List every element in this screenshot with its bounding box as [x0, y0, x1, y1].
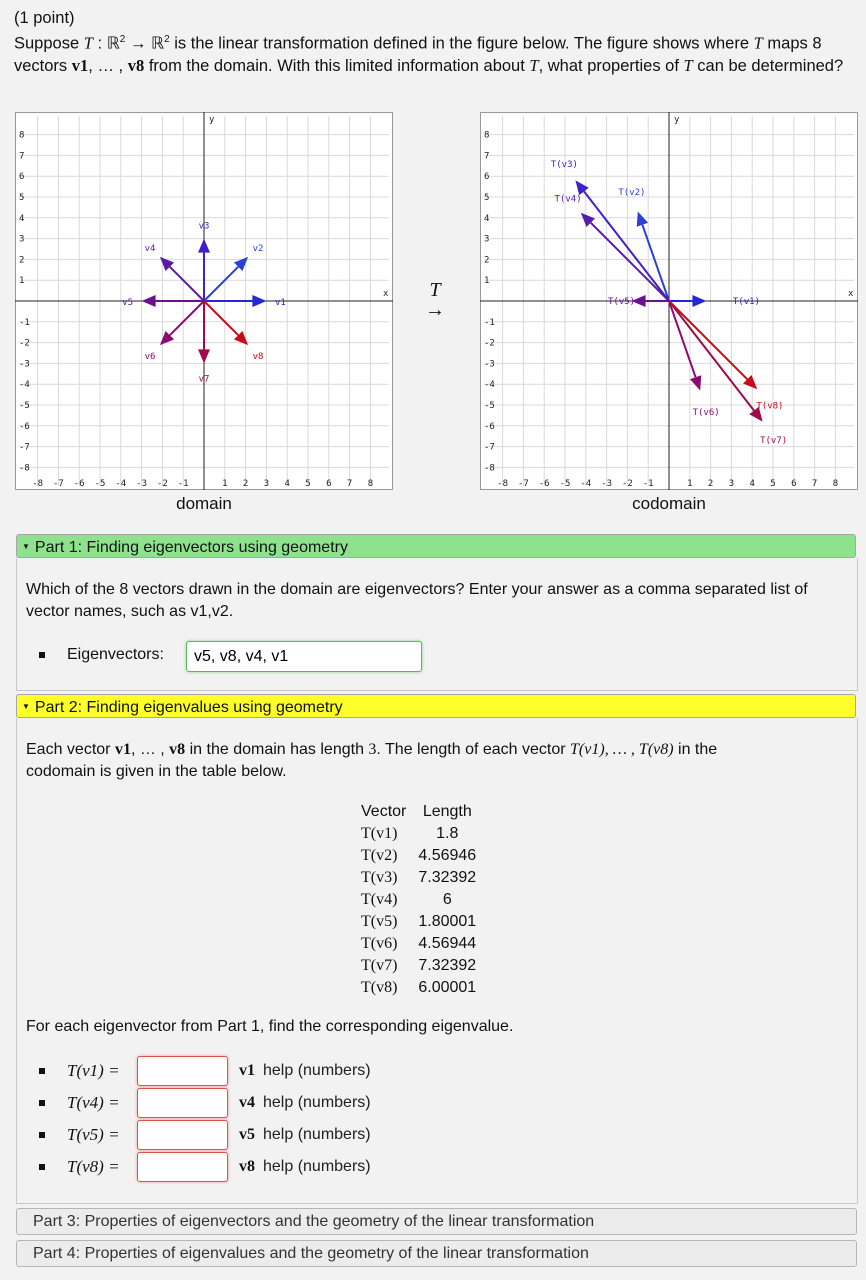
help-link[interactable]: help (numbers): [263, 1062, 371, 1079]
bullet: [39, 1164, 45, 1170]
y-tick-label: -4: [19, 380, 30, 391]
table-cell-length: 1.80001: [418, 913, 477, 930]
question-part: from the domain. With this limited information about: [148, 56, 525, 75]
vector-label: v2: [252, 244, 264, 255]
part2-header[interactable]: [16, 694, 856, 718]
x-tick-label: 5: [305, 479, 311, 489]
math-v1: v1: [114, 741, 131, 758]
question-part: can be determined?: [697, 56, 844, 75]
table-cell-length: 6.00001: [418, 979, 477, 996]
help-vector: v5: [239, 1126, 255, 1143]
x-axis-label: x: [383, 289, 389, 299]
y-tick-label: -7: [484, 442, 495, 453]
table-cell-length: 4.56944: [418, 935, 477, 952]
x-axis-label: x: [848, 289, 854, 299]
part1-title: Part 1: Finding eigenvectors using geometry: [34, 539, 348, 556]
caret-down-icon: ▼: [22, 702, 30, 711]
y-tick-label: -5: [484, 401, 495, 411]
x-tick-label: 7: [811, 479, 818, 489]
question-part: :: [97, 34, 103, 53]
eigenvalue-label: T(v8) =: [67, 1157, 120, 1176]
part1-question: Which of the 8 vectors drawn in the domain are eigenvectors? Enter your answer as a comma separated list of vector names, such as v1,v2.: [26, 581, 808, 620]
domain-caption: domain: [176, 494, 232, 513]
intro-text: Each vector: [26, 741, 111, 758]
x-tick-label: -2: [621, 479, 633, 489]
x-tick-label: 1: [687, 479, 693, 489]
x-tick-label: 6: [326, 479, 332, 489]
y-tick-label: 6: [484, 172, 490, 183]
intro-text: in the domain has length: [189, 741, 364, 758]
eigenvalue-label: T(v5) =: [67, 1125, 120, 1144]
problem-statement: [14, 8, 854, 77]
x-tick-label: 2: [242, 479, 249, 489]
table-cell-vector: T(v3): [361, 869, 398, 886]
table-row: [355, 977, 482, 999]
math-T: T: [753, 33, 763, 53]
x-tick-label: -5: [94, 479, 106, 489]
x-tick-label: 1: [222, 479, 228, 489]
part2-intro: [26, 739, 846, 783]
question-text: [14, 29, 854, 77]
math-R: ℝ: [151, 34, 165, 53]
table-cell-vector: T(v6): [361, 935, 398, 952]
table-cell-length: 1.8: [436, 825, 459, 842]
codomain-graph: [480, 112, 858, 490]
table-cell-vector: T(v4): [361, 891, 398, 908]
eigenvalue-label: T(v4) =: [67, 1093, 120, 1112]
help-vector: v8: [239, 1158, 255, 1175]
question-part: , what properties of: [538, 56, 679, 75]
x-tick-label: 3: [263, 479, 270, 489]
y-tick-label: 6: [19, 172, 25, 183]
table-cell-length: 4.56946: [418, 847, 477, 864]
x-tick-label: 5: [770, 479, 776, 489]
eigenvectors-label: Eigenvectors:: [67, 646, 164, 663]
part1-header[interactable]: [16, 534, 856, 558]
y-tick-label: 7: [19, 151, 25, 162]
intro-text: . The length of each vector: [376, 741, 566, 758]
caret-down-icon: ▼: [22, 542, 30, 551]
eigenvectors-input[interactable]: [186, 641, 422, 672]
math-dots: , … ,: [130, 741, 165, 758]
vector-label: T(v7): [760, 436, 788, 447]
x-tick-label: 8: [367, 479, 374, 489]
bullet: [39, 1100, 45, 1106]
x-tick-label: 4: [749, 479, 755, 489]
vector-label: v6: [144, 351, 156, 362]
y-tick-label: -2: [484, 338, 495, 349]
y-tick-label: -1: [484, 317, 495, 328]
eigenvalue-label: T(v1) =: [67, 1061, 120, 1080]
bullet: [39, 652, 45, 658]
y-tick-label: 7: [484, 151, 490, 162]
vector-label: v3: [198, 221, 210, 232]
y-tick-label: 5: [484, 193, 490, 203]
y-tick-label: -3: [484, 359, 495, 370]
math-R: ℝ: [106, 34, 120, 53]
x-tick-label: -6: [73, 479, 85, 489]
y-tick-label: 8: [484, 130, 490, 141]
y-axis-label: y: [209, 115, 215, 125]
table-cell-vector: T(v7): [361, 957, 398, 974]
math-T-range: T(v1), … , T(v8): [570, 741, 674, 758]
part2-title: Part 2: Finding eigenvalues using geometry: [34, 699, 343, 716]
x-tick-label: 6: [791, 479, 797, 489]
table-row: [355, 911, 482, 933]
x-tick-label: -2: [156, 479, 168, 489]
help-link[interactable]: help (numbers): [263, 1094, 371, 1111]
vector-label: v4: [144, 244, 156, 255]
table-cell-vector: T(v8): [361, 979, 398, 996]
y-tick-label: -8: [19, 463, 30, 474]
eigenvalue-input[interactable]: [137, 1056, 228, 1086]
y-tick-label: 4: [484, 213, 490, 224]
x-tick-label: -7: [52, 479, 64, 489]
bullet: [39, 1132, 45, 1138]
y-tick-label: -4: [484, 380, 495, 391]
y-tick-label: 2: [484, 255, 490, 266]
x-tick-label: 7: [346, 479, 353, 489]
x-tick-label: -7: [517, 479, 529, 489]
math-length: 3: [368, 741, 377, 758]
table-header-row: [355, 801, 482, 823]
table-row: [355, 955, 482, 977]
table-cell-length: 7.32392: [418, 957, 477, 974]
y-tick-label: 1: [484, 276, 490, 287]
table-header: Length: [422, 803, 472, 820]
math-arrow: →: [129, 34, 147, 53]
y-tick-label: -5: [19, 401, 30, 411]
x-tick-label: -3: [601, 479, 613, 489]
length-table: [355, 801, 482, 999]
y-tick-label: 3: [19, 234, 25, 245]
help-vector: v4: [239, 1094, 255, 1111]
x-tick-label: 4: [284, 479, 290, 489]
x-tick-label: -8: [497, 479, 509, 489]
x-tick-label: -4: [115, 479, 127, 489]
y-tick-label: -6: [484, 421, 495, 432]
table-cell-vector: T(v1): [361, 825, 398, 842]
math-v8: v8: [127, 55, 145, 75]
table-row: [355, 823, 482, 845]
part1-body: [16, 558, 858, 691]
vector-label: T(v6): [692, 408, 720, 419]
table-cell-length: 7.32392: [418, 869, 477, 886]
codomain-caption: codomain: [632, 494, 706, 513]
table-header: Vector: [361, 803, 407, 820]
vector-label: v8: [252, 351, 264, 362]
y-axis-label: y: [674, 115, 680, 125]
math-v8: v8: [169, 741, 186, 758]
help-link[interactable]: help (numbers): [263, 1158, 371, 1175]
x-tick-label: 2: [707, 479, 714, 489]
intro-text: codomain is given in the table below.: [26, 763, 287, 780]
x-tick-label: -5: [559, 479, 571, 489]
x-tick-label: 8: [832, 479, 839, 489]
y-tick-label: -7: [19, 442, 30, 453]
part4-header[interactable]: Part 4: Properties of eigenvalues and the geometry of the linear transformation: [16, 1240, 857, 1267]
math-v1: v1: [71, 55, 89, 75]
transformation-arrow: [423, 280, 447, 320]
x-tick-label: -1: [177, 479, 189, 489]
intro-text: in the: [678, 741, 718, 758]
math-sup: 2: [164, 34, 170, 45]
transformation-symbol: T: [429, 279, 441, 301]
bullet: [39, 1068, 45, 1074]
part2-instruction: For each eigenvector from Part 1, find the corresponding eigenvalue.: [26, 1018, 514, 1035]
math-sup: 2: [119, 34, 126, 45]
math-dots: , … ,: [88, 56, 124, 75]
question-part: is the linear transformation defined in the figure below. The figure shows where: [174, 34, 750, 53]
eigenvalue-input[interactable]: [137, 1152, 228, 1182]
vector-label: T(v8): [756, 401, 784, 412]
vector-label: T(v3): [550, 159, 578, 170]
y-tick-label: -1: [19, 317, 30, 328]
points-label: (1 point): [14, 9, 75, 27]
help-link[interactable]: help (numbers): [263, 1126, 371, 1143]
eigenvalue-input[interactable]: [137, 1120, 228, 1150]
question-part: maps 8 vectors: [14, 34, 822, 75]
y-tick-label: 8: [19, 130, 25, 141]
question-part: Suppose: [14, 34, 80, 53]
y-tick-label: 4: [19, 213, 25, 224]
x-tick-label: -6: [538, 479, 550, 489]
y-tick-label: -3: [19, 359, 30, 370]
table-row: [355, 867, 482, 889]
x-tick-label: 3: [728, 479, 735, 489]
x-tick-label: -3: [136, 479, 148, 489]
x-tick-label: -4: [580, 479, 592, 489]
vector-label: T(v4): [554, 194, 582, 205]
y-tick-label: 5: [19, 193, 25, 203]
vector-label: v1: [274, 298, 286, 308]
vector-label: T(v1): [732, 297, 760, 307]
part3-header[interactable]: Part 3: Properties of eigenvectors and the geometry of the linear transformation: [16, 1208, 857, 1235]
domain-graph: [15, 112, 393, 490]
x-tick-label: -1: [642, 479, 654, 489]
table-cell-vector: T(v2): [361, 847, 398, 864]
table-row: [355, 845, 482, 867]
eigenvalue-input[interactable]: [137, 1088, 228, 1118]
y-tick-label: 3: [484, 234, 490, 245]
table-cell-vector: T(v5): [361, 913, 398, 930]
arrow-glyph: →: [425, 299, 445, 321]
math-T: T: [83, 33, 93, 53]
y-tick-label: 2: [19, 255, 25, 266]
table-row: [355, 933, 482, 955]
y-tick-label: -2: [19, 338, 30, 349]
vector-label: v5: [122, 298, 134, 308]
y-tick-label: -6: [19, 421, 30, 432]
table-cell-length: 6: [442, 891, 452, 908]
math-T: T: [683, 55, 693, 75]
help-vector: v1: [239, 1062, 255, 1079]
y-tick-label: -8: [484, 463, 495, 474]
vector-label: T(v5): [608, 297, 636, 307]
y-tick-label: 1: [19, 276, 25, 287]
x-tick-label: -8: [32, 479, 44, 489]
table-row: [355, 889, 482, 911]
math-T: T: [529, 55, 539, 75]
vector-label: v7: [198, 374, 210, 385]
vector-label: T(v2): [618, 187, 646, 198]
